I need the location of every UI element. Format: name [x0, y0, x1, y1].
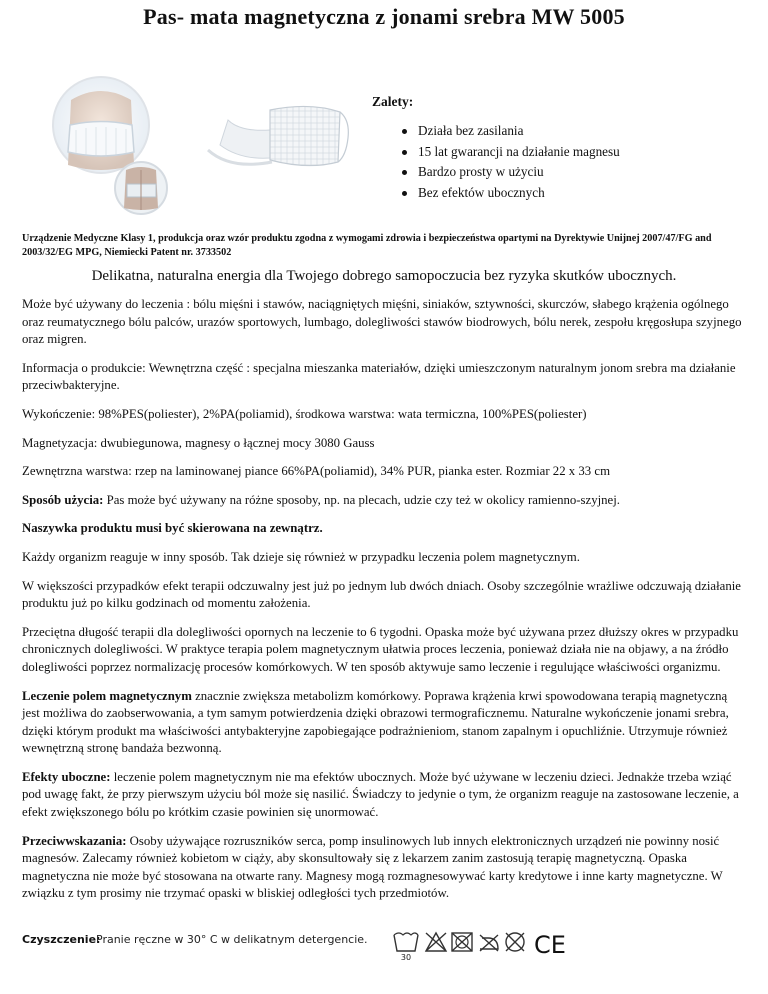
- paragraph-bold: Przeciwwskazania:: [22, 833, 127, 848]
- paragraph-bold: Sposób użycia:: [22, 492, 104, 507]
- no-bleach-icon: [426, 933, 446, 951]
- paragraph-bold: Efekty uboczne:: [22, 769, 111, 784]
- paragraph: [22, 833, 747, 903]
- ce-mark-icon: [534, 931, 566, 959]
- paragraph-text: Może być używany do leczenia : bólu mięśni i stawów, naciągniętych mięśni, siniaków, sztywności, skurczów, słabego krążenia ogólnego oraz reumatycznego bólu palców, urazów sportowych, lumbago, dolegliwości stawów biodrowych, bólu nerek, zespołu kręgosłupa szyjnego oraz migren.: [22, 297, 742, 347]
- paragraph: [22, 624, 747, 677]
- list-item: 15 lat gwarancji na działanie magnesu: [378, 142, 620, 163]
- paragraph: [22, 492, 747, 510]
- list-item: Bardzo prosty w użyciu: [378, 162, 620, 183]
- paragraph: [22, 463, 747, 481]
- paragraph-text: Pas może być używany na różne sposoby, np. na plecach, udzie czy też w okolicy ramienno-szyjnej.: [103, 492, 620, 507]
- care-icons: [392, 929, 592, 961]
- advantages-heading: Zalety:: [372, 94, 414, 109]
- description-body: [22, 296, 747, 914]
- document-title: Pas- mata magnetyczna z jonami srebra MW 5005: [143, 4, 625, 29]
- advantages-list: [378, 121, 620, 203]
- paragraph-text: Wykończenie: 98%PES(poliester), 2%PA(poliamid), środkowa warstwa: wata termiczna, 100%PES(poliester): [22, 406, 587, 421]
- cleaning-instructions: [22, 929, 722, 969]
- cleaning-text: Pranie ręczne w 30° C w delikatnym detergencie.: [96, 933, 368, 946]
- paragraph-text: Osoby używające rozruszników serca, pomp insulinowych lub innych elektronicznych urządzeń nie powinny nosić magnesów. Zalecamy również kobietom w ciąży, aby skonsultowały się z lekarzem zanim zastosują terapię magnetyczną. Opaska magnetyczna nie może być stosowana na otwarte rany. Magnesy mogą rozmagnesowywać karty kredytowe i inne karty magnetyczne. W związku z tym prosimy nie trzymać opaski w bliskiej odległości tych przedmiotów.: [22, 833, 723, 901]
- care-symbols: [392, 929, 592, 963]
- no-dry-clean-icon: [506, 933, 524, 951]
- paragraph-text: W większości przypadków efekt terapii odczuwalny jest już po jednym lub dwóch dniach. Osoby szczególnie wrażliwe odczuwają działanie produktu już po kilku godzinach od momentu założenia.: [22, 578, 741, 611]
- paragraph-text: znacznie zwiększa metabolizm komórkowy. Poprawa krążenia krwi spowodowana terapią magnetyczną jest możliwa do zaobserwowania, a tym samym potwierdzenia dzięki obrazowi termograficznemu. Naturalne wykończenie jonami srebra, dzięki którym produkt ma właściwości antybakteryjne zapobiegające podrażnieniom, stanom zapalnym i opuchliźnie. Utrzymuje również wewnętrzną stronę bandaża bezwonną.: [22, 688, 729, 756]
- ce-mark: CE: [534, 931, 566, 959]
- paragraph: [22, 435, 747, 453]
- paragraph-text: Informacja o produkcie: Wewnętrzna część : specjalna mieszanka materiałów, dzięki umieszczonym naturalnym jonom srebra ma działanie przeciwbakteryjne.: [22, 360, 736, 393]
- no-tumble-dry-icon: [452, 933, 472, 951]
- no-iron-icon: [480, 935, 498, 951]
- paragraph-bold: Leczenie polem magnetycznym: [22, 688, 192, 703]
- list-item: Działa bez zasilania: [378, 121, 620, 142]
- list-item: Bez efektów ubocznych: [378, 183, 620, 204]
- paragraph: [22, 406, 747, 424]
- paragraph: [22, 769, 747, 822]
- paragraph: [22, 360, 747, 395]
- wash-30-icon: [394, 933, 418, 962]
- product-photo-belt: [200, 90, 365, 175]
- paragraph-text: Każdy organizm reaguje w inny sposób. Tak dzieje się również w przypadku leczenia polem magnetycznym.: [22, 549, 580, 564]
- tagline: Delikatna, naturalna energia dla Twojego dobrego samopoczucia bez ryzyka skutków ubocznych.: [91, 268, 677, 284]
- product-photo-torso: [46, 70, 176, 220]
- paragraph-text: Zewnętrzna warstwa: rzep na laminowanej piance 66%PA(poliamid), 34% PUR, pianka ester. Rozmiar 22 x 33 cm: [22, 464, 611, 479]
- cleaning-label: Czyszczenie:: [22, 933, 101, 946]
- paragraph: [22, 688, 747, 758]
- paragraph-text: Przeciętna długość terapii dla dolegliwości opornych na leczenie to 6 tygodni. Opaska może być używana przez dłuższy okres w przypadku chronicznych dolegliwości. W praktyce terapia polem magnetycznym ułatwia proces leczenia, ponieważ działa nie na objawy, a na źródło dolegliwości poprzez normalizację procesów komórkowych. W ten sposób aktywuje samo leczenie i regulujące właściwości organizmu.: [22, 624, 739, 674]
- paragraph-text: Magnetyzacja: dwubiegunowa, magnesy o łącznej mocy 3080 Gauss: [22, 435, 375, 450]
- paragraph: [22, 578, 747, 613]
- wash-temp-label: 30: [400, 953, 412, 962]
- certification-note: Urządzenie Medyczne Klasy 1, produkcja oraz wzór produktu zgodna z wymogami zdrowia i bezpieczeństwa opartymi na Dyrektywie Unijnej 2007/47/FG and 2003/32/EG MPG, Niemiecki Patent nr. 3733502: [22, 233, 712, 258]
- paragraph: [22, 549, 747, 567]
- paragraph: [22, 520, 747, 538]
- paragraph-text: leczenie polem magnetycznym nie ma efektów ubocznych. Może być używane w leczeniu dzieci. Jednakże trzeba wziąć pod uwagę fakt, że przy pierwszym użyciu ból może się nasilić. Świadczy to jedynie o tym, że organizm reaguje na zastosowane leczenie, a efekt zwiększonego bólu po krótkim czasie powinien się unormować.: [22, 769, 739, 820]
- paragraph-bold: Naszywka produktu musi być skierowana na zewnątrz.: [22, 521, 323, 536]
- paragraph: [22, 296, 747, 349]
